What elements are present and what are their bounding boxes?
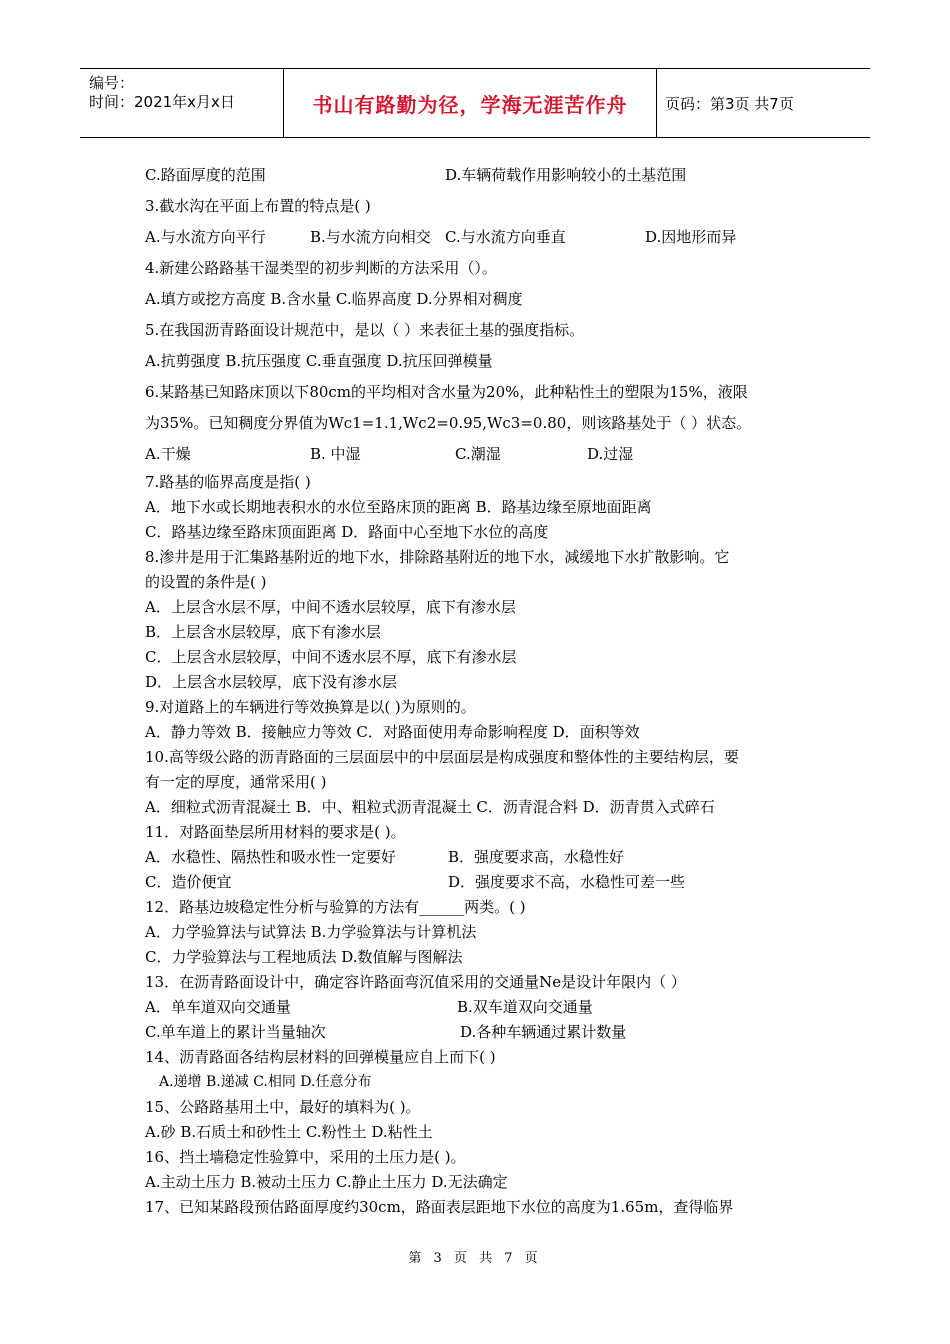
question-12-options-2: C．力学验算法与工程地质法 D.数值解与图解法 — [145, 948, 463, 966]
option-a: A．水稳性、隔热性和吸水性一定要好 — [145, 848, 396, 866]
question-8-option-d: D．上层含水层较厚，底下没有渗水层 — [145, 673, 398, 691]
option-b: B. 中湿 — [310, 445, 361, 463]
question-8-option-b: B．上层含水层较厚，底下有渗水层 — [145, 623, 382, 641]
question-11-options-2 — [145, 870, 815, 895]
question-11: 11．对路面垫层所用材料的要求是( )。 — [145, 823, 406, 841]
question-6-line-1: 6.某路基已知路床顶以下80cm的平均相对含水量为20%，此种粘性土的塑限为15%，液限 — [145, 383, 748, 401]
header-motto-cell — [283, 69, 657, 137]
document-body — [145, 160, 815, 1220]
question-6-line-2: 为35%。已知稠度分界值为Wc1=1.1,Wc2=0.95,Wc3=0.80，则该路基处于（ ）状态。 — [145, 414, 752, 432]
question-8-line-1: 8.渗井是用于汇集路基附近的地下水，排除路基附近的地下水，减缓地下水扩散影响。它 — [145, 548, 730, 566]
question-10-line-2: 有一定的厚度，通常采用( ) — [145, 773, 327, 791]
option-a: A．单车道双向交通量 — [145, 998, 291, 1016]
question-10-options: A．细粒式沥青混凝土 B．中、粗粒式沥青混凝土 C．沥青混合料 D．沥青贯入式碎石 — [145, 798, 715, 816]
question-8-line-2: 的设置的条件是( ) — [145, 573, 267, 591]
option-d: D．强度要求不高，水稳性可差一些 — [448, 873, 686, 891]
option-d: D.车辆荷载作用影响较小的土基范围 — [445, 166, 687, 184]
question-4: 4.新建公路路基干湿类型的初步判断的方法采用（）。 — [145, 259, 497, 277]
question-9-options: A．静力等效 B．接触应力等效 C．对路面使用寿命影响程度 D．面积等效 — [145, 723, 640, 741]
option-b: B．强度要求高，水稳性好 — [448, 848, 625, 866]
header-page-label: 页码：第3页 共7页 — [665, 95, 794, 113]
option-c: C.路面厚度的范围 — [145, 166, 266, 184]
question-11-options-1 — [145, 845, 815, 870]
text-line — [145, 160, 815, 191]
header-motto: 书山有路勤为径，学海无涯苦作舟 — [312, 93, 628, 117]
option-d: D.过湿 — [587, 445, 634, 463]
question-7-options-2: C．路基边缘至路床顶面距离 D．路面中心至地下水位的高度 — [145, 523, 549, 541]
question-3: 3.截水沟在平面上布置的特点是( ) — [145, 197, 371, 215]
page-header — [80, 68, 870, 138]
question-15-options: A.砂 B.石质土和砂性土 C.粉性土 D.粘性土 — [145, 1123, 433, 1141]
option-c: C.潮湿 — [455, 445, 501, 463]
header-id-label: 编号： — [89, 74, 135, 92]
question-7: 7.路基的临界高度是指( ) — [145, 473, 311, 491]
question-5: 5.在我国沥青路面设计规范中，是以（ ）来表征土基的强度指标。 — [145, 321, 585, 339]
question-14: 14、沥青路面各结构层材料的回弹模量应自上而下( ) — [145, 1048, 496, 1066]
question-12: 12．路基边坡稳定性分析与验算的方法有______两类。( ) — [145, 898, 526, 916]
question-16-options: A.主动土压力 B.被动土压力 C.静止土压力 D.无法确定 — [145, 1173, 508, 1191]
option-a: A.与水流方向平行 — [145, 228, 266, 246]
question-10-line-1: 10.高等级公路的沥青路面的三层面层中的中层面层是构成强度和整体性的主要结构层，要 — [145, 748, 739, 766]
option-c: C．造价便宜 — [145, 873, 232, 891]
option-b: B.与水流方向相交 — [310, 228, 431, 246]
question-16: 16、挡土墙稳定性验算中，采用的土压力是( )。 — [145, 1148, 466, 1166]
question-15: 15、公路路基用土中，最好的填料为( )。 — [145, 1098, 421, 1116]
option-d: D.各种车辆通过累计数量 — [460, 1023, 627, 1041]
question-5-options: A.抗剪强度 B.抗压强度 C.垂直强度 D.抗压回弹模量 — [145, 352, 493, 370]
question-6-options — [145, 439, 815, 470]
header-page-cell — [656, 69, 879, 137]
question-13-options-2 — [145, 1020, 815, 1045]
question-13-options-1 — [145, 995, 815, 1020]
option-d: D.因地形而异 — [645, 228, 737, 246]
question-17: 17、已知某路段预估路面厚度约30cm，路面表层距地下水位的高度为1.65m，查得临界 — [145, 1198, 734, 1216]
option-a: A.干燥 — [145, 445, 191, 463]
option-c: C.单车道上的累计当量轴次 — [145, 1023, 326, 1041]
question-7-options-1: A．地下水或长期地表积水的水位至路床顶的距离 B．路基边缘至原地面距离 — [145, 498, 652, 516]
page-footer: 第 3 页 共 7 页 — [408, 1251, 542, 1266]
option-c: C.与水流方向垂直 — [445, 228, 566, 246]
question-8-option-c: C．上层含水层较厚，中间不透水层不厚，底下有渗水层 — [145, 648, 517, 666]
question-3-options — [145, 222, 815, 253]
option-b: B.双车道双向交通量 — [457, 998, 593, 1016]
question-13: 13．在沥青路面设计中，确定容许路面弯沉值采用的交通量Ne是设计年限内（ ） — [145, 973, 686, 991]
header-left-cell — [80, 69, 291, 137]
question-8-option-a: A．上层含水层不厚，中间不透水层较厚，底下有渗水层 — [145, 598, 516, 616]
question-9: 9.对道路上的车辆进行等效换算是以( )为原则的。 — [145, 698, 476, 716]
question-4-options: A.填方或挖方高度 B.含水量 C.临界高度 D.分界相对稠度 — [145, 290, 523, 308]
question-14-options: A.递增 B.递减 C.相同 D.任意分布 — [159, 1074, 372, 1090]
header-time-label: 时间：2021年x月x日 — [89, 93, 235, 111]
question-12-options-1: A．力学验算法与试算法 B.力学验算法与计算机法 — [145, 923, 477, 941]
